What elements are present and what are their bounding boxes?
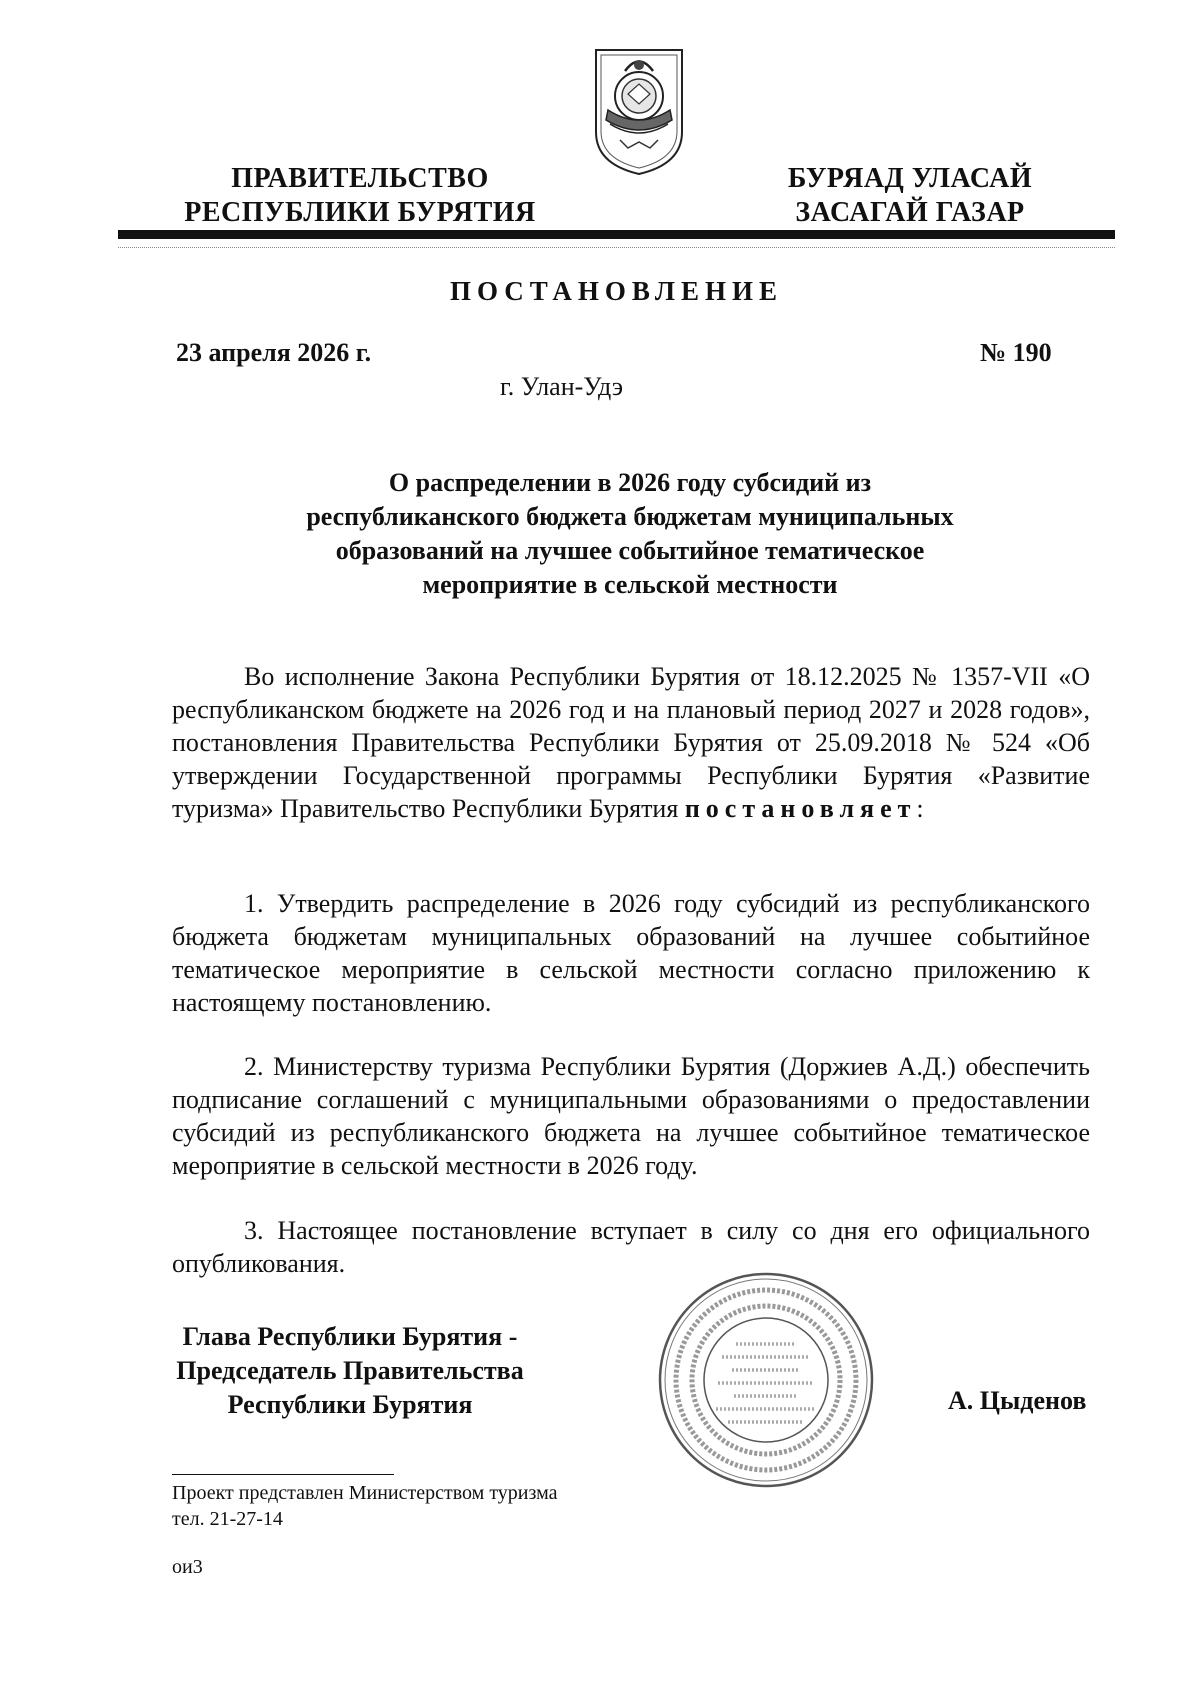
subject-line: образований на лучшее событийное тематическое bbox=[335, 536, 925, 565]
subject-line: мероприятие в сельской местности bbox=[422, 570, 838, 599]
subject-line: О распределении в 2026 году субсидий из bbox=[388, 468, 872, 497]
item-1-text: 1. Утвердить распределение в 2026 году субсидий из республиканского бюджета бюджетам муниципальных образований на лучшее событийное тематическое мероприятие в сельской местности согласно приложению к настоящему постановлению. bbox=[172, 889, 1090, 1017]
official-seal bbox=[656, 1270, 876, 1490]
header-org-buryat bbox=[740, 162, 1080, 230]
coat-of-arms-icon bbox=[588, 44, 690, 178]
signatory-title-line: Глава Республики Бурятия - bbox=[182, 1322, 518, 1351]
header-org-russian bbox=[150, 162, 570, 230]
footer-divider bbox=[172, 1474, 394, 1475]
item-2-paragraph bbox=[172, 1050, 1090, 1182]
document-city: г. Улан-Удэ bbox=[500, 372, 624, 401]
header-left-line2: РЕСПУБЛИКИ БУРЯТИЯ bbox=[184, 197, 536, 228]
item-2-text: 2. Министерству туризма Республики Бурятия (Доржиев А.Д.) обеспечить подписание соглашений с муниципальными образованиями о предоставлении субсидий из республиканского бюджета на лучшее событийное тематическое мероприятие в сельской местности в 2026 году. bbox=[172, 1052, 1090, 1180]
subject-line: республиканского бюджета бюджетам муниципальных bbox=[306, 502, 954, 531]
signatory-title-line: Председатель Правительства bbox=[176, 1356, 524, 1385]
header-left-line1: ПРАВИТЕЛЬСТВО bbox=[231, 163, 489, 194]
header-right-line1: БУРЯАД УЛАСАЙ bbox=[787, 163, 1033, 194]
footer-project-line: Проект представлен Министерством туризма bbox=[172, 1482, 558, 1504]
header-divider-thick bbox=[118, 230, 1115, 239]
signatory-title-line: Республики Бурятия bbox=[227, 1390, 473, 1419]
footer-code: ои3 bbox=[172, 1556, 203, 1578]
document-number: № 190 bbox=[980, 338, 1052, 367]
document-subject bbox=[160, 466, 1100, 602]
decree-word: постановляет bbox=[684, 794, 917, 823]
document-type: ПОСТАНОВЛЕНИЕ bbox=[449, 276, 784, 306]
footer-phone: тел. 21-27-14 bbox=[172, 1508, 283, 1530]
item-1-paragraph bbox=[172, 887, 1090, 1019]
signatory-name: А. Цыденов bbox=[948, 1386, 1087, 1415]
preamble-paragraph bbox=[172, 660, 1090, 825]
document-date: 23 апреля 2026 г. bbox=[176, 338, 372, 367]
header-divider-thin bbox=[118, 247, 1115, 248]
decree-colon: : bbox=[916, 794, 924, 823]
preamble-text: Во исполнение Закона Республики Бурятия от 18.12.2025 № 1357-VII «О республиканском бюджете на 2026 год и на плановый период 2027 и 2028 годов», постановления Правительства Республики Бурятия от 25.09.2018 № 524 «Об утверждении Государственной программы Республики Бурятия «Развитие туризма» Правительство Республики Бурятия bbox=[172, 662, 1090, 823]
item-3-text: 3. Настоящее постановление вступает в силу со дня его официального опубликования. bbox=[172, 1216, 1090, 1278]
item-3-paragraph bbox=[172, 1214, 1090, 1280]
signatory-title bbox=[160, 1320, 540, 1422]
header-right-line2: ЗАСАГАЙ ГАЗАР bbox=[795, 197, 1025, 228]
